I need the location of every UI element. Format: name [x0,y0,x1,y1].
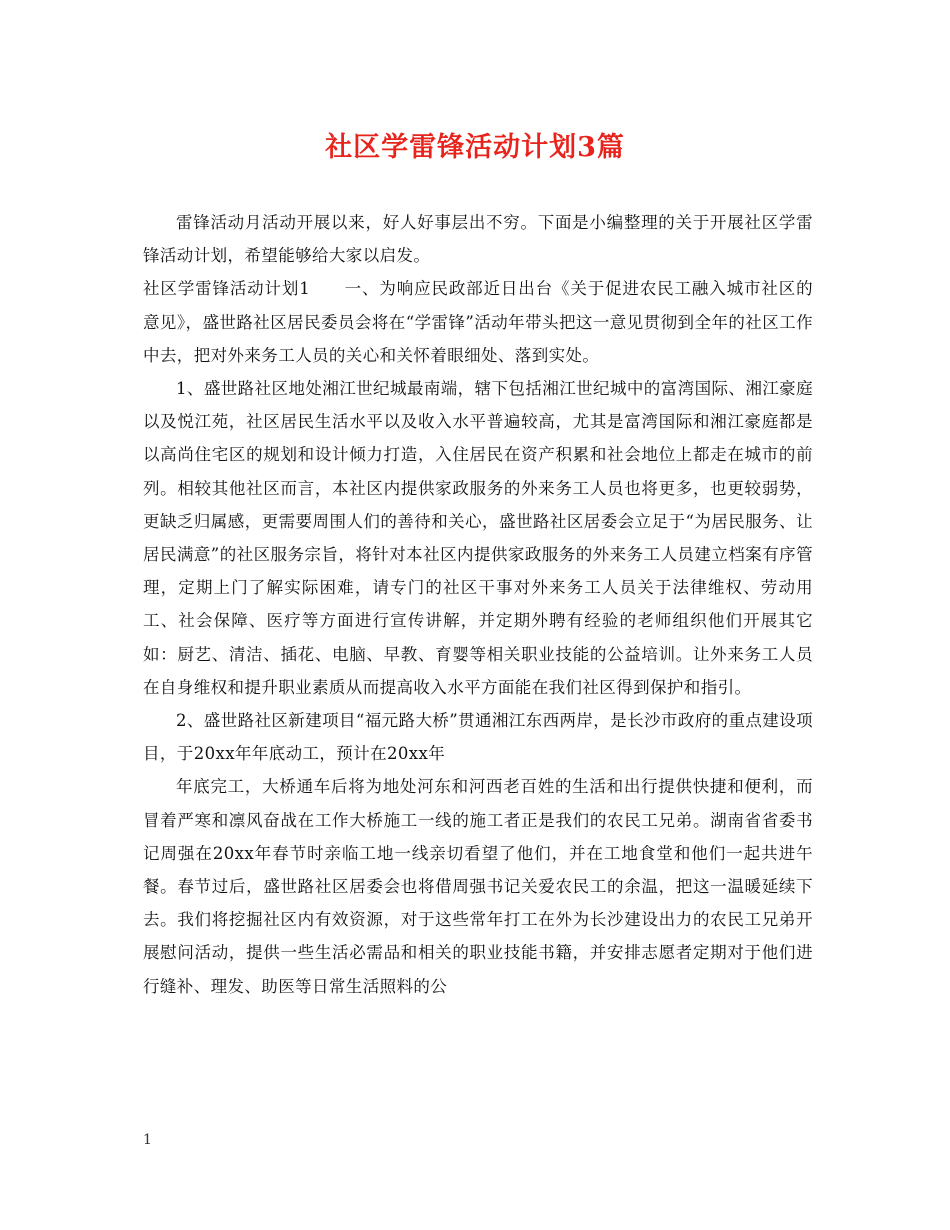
page-number: 1 [143,1132,152,1148]
item2-paragraph: 2、盛世路社区新建项目“福元路大桥”贯通湘江东西两岸，是长沙市政府的重点建设项目，于20xx年年底动工，预计在20xx年 [143,711,813,764]
item1-paragraph: 1、盛世路社区地处湘江世纪城最南端，辖下包括湘江世纪城中的富湾国际、湘江豪庭以及悦江苑，社区居民生活水平以及收入水平普遍较高，尤其是富湾国际和湘江豪庭都是以高尚住宅区的规划和设计倾力打造，入住居民在资产积累和社会地位上都走在城市的前列。相较其他社区而言，本社区内提供家政服务的外来务工人员也将更多，也更较弱势，更缺乏归属感，更需要周围人们的善待和关心，盛世路社区居委会立足于“为居民服务、让居民满意”的社区服务宗旨，将针对本社区内提供家政服务的外来务工人员建立档案有序管理，定期上门了解实际困难，请专门的社区干事对外来务工人员关于法律维权、劳动用工、社会保障、医疗等方面进行宣传讲解，并定期外聘有经验的老师组织他们开展其它如：厨艺、清洁、插花、电脑、早教、育婴等相关职业技能的公益培训。让外来务工人员在自身维权和提升职业素质从而提高收入水平方面能在我们社区得到保护和指引。 [143,379,813,697]
plan1-intro: 一、为响应民政部近日出台《关于促进农民工融入城市社区的意见》，盛世路社区居民委员会将在“学雷锋”活动年带头把这一意见贯彻到全年的社区工作中去，把对外来务工人员的关心和关怀着眼细处、落到实处。 [143,279,813,365]
document-title: 社区学雷锋活动计划3篇 [325,132,625,163]
document-body [143,206,813,1003]
intro-paragraph: 雷锋活动月活动开展以来，好人好事层出不穷。下面是小编整理的关于开展社区学雷锋活动计划，希望能够给大家以启发。 [143,213,813,266]
item2-continued-paragraph: 年底完工，大桥通车后将为地处河东和河西老百姓的生活和出行提供快捷和便利，而冒着严寒和凛风奋战在工作大桥施工一线的施工者正是我们的农民工兄弟。湖南省省委书记周强在20xx年春节时亲临工地一线亲切看望了他们，并在工地食堂和他们一起共进午餐。春节过后，盛世路社区居委会也将借周强书记关爱农民工的余温，把这一温暖延续下去。我们将挖掘社区内有效资源，对于这些常年打工在外为长沙建设出力的农民工兄弟开展慰问活动，提供一些生活必需品和相关的职业技能书籍，并安排志愿者定期对于他们进行缝补、理发、助医等日常生活照料的公 [143,777,813,996]
plan1-heading: 社区学雷锋活动计划1 [143,279,311,299]
plan1-paragraph [143,272,813,372]
